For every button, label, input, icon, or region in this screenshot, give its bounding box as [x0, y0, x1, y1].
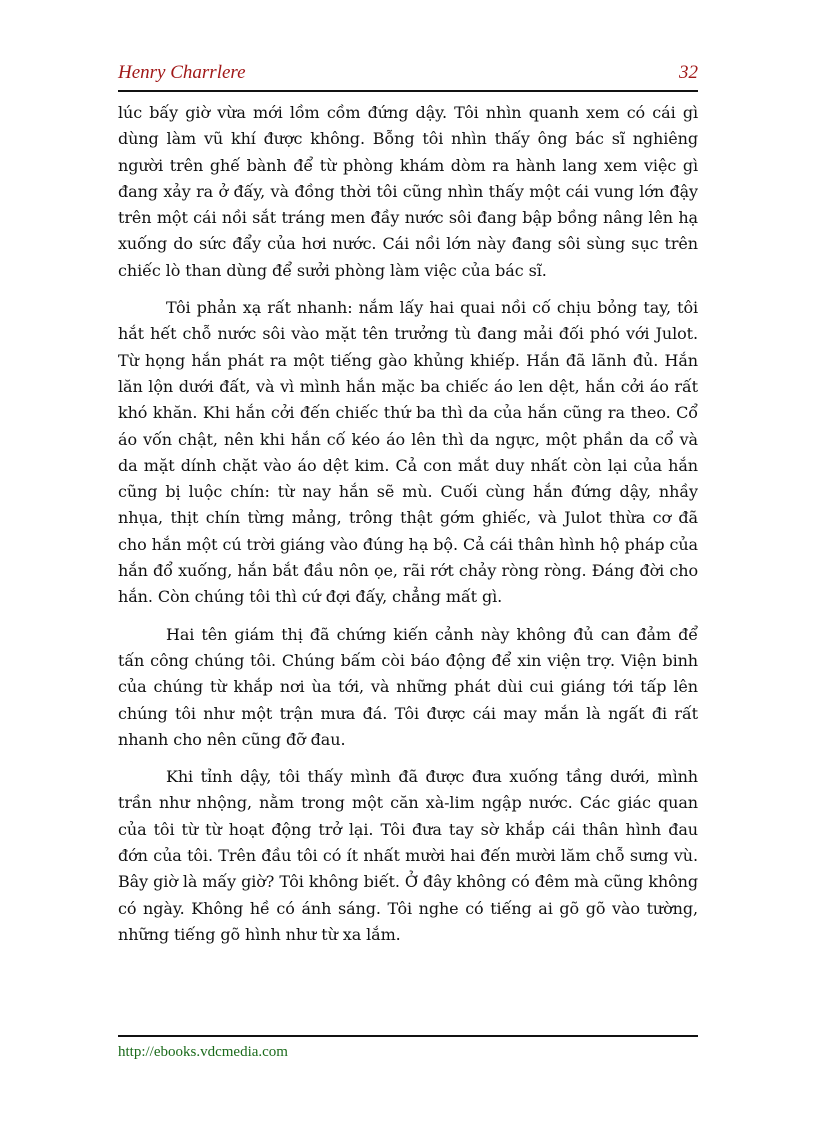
paragraph-2: Tôi phản xạ rất nhanh: nắm lấy hai quai nồi cố chịu bỏng tay, tôi hắt hết chỗ nước sôi vào mặt tên trưởng tù đang mải đối phó với Julot. Từ họng hắn phát ra một tiếng gào khủng khiếp. Hắn đã lãnh đủ. Hắn lăn lộn dưới đất, và vì mình hắn mặc ba chiếc áo len dệt, hắn cởi áo rất khó khăn. Khi hắn cởi đến chiếc thứ ba thì da của hắn cũng ra theo. Cổ áo vốn chật, nên khi hắn cố kéo áo lên thì da ngực, một phần da cổ và da mặt dính chặt vào áo dệt kim. Cả con mắt duy nhất còn lại của hắn cũng bị luộc chín: từ nay hắn sẽ mù. Cuối cùng hắn đứng dậy, nhầy nhụa, thịt chín từng mảng, trông thật gớm ghiếc, và Julot thừa cơ đã cho hắn một cú trời giáng vào đúng hạ bộ. Cả cái thân hình hộ pháp của hắn đổ xuống, hắn bắt đầu nôn ọe, rãi rớt chảy ròng ròng. Đáng đời cho hắn. Còn chúng tôi thì cứ đợi đấy, chẳng mất gì. [118, 298, 698, 607]
header-author: Henry Charrlere [118, 62, 246, 83]
footer-link[interactable]: http://ebooks.vdcmedia.com [118, 1044, 288, 1060]
page-number: 32 [679, 62, 698, 83]
header-rule [118, 90, 698, 92]
paragraph-4: Khi tỉnh dậy, tôi thấy mình đã được đưa xuống tầng dưới, mình trần như nhộng, nằm trong một căn xà-lim ngập nước. Các giác quan của tôi từ từ hoạt động trở lại. Tôi đưa tay sờ khắp cái thân hình đau đớn của tôi. Trên đầu tôi có ít nhất mười hai đến mười lăm chỗ sưng vù. Bây giờ là mấy giờ? Tôi không biết. Ở đây không có đêm mà cũng không có ngày. Không hề có ánh sáng. Tôi nghe có tiếng ai gõ gõ vào tường, những tiếng gõ hình như từ xa lắm. [118, 767, 698, 944]
footer-rule [118, 1035, 698, 1037]
paragraph-1: lúc bấy giờ vừa mới lồm cồm đứng dậy. Tôi nhìn quanh xem có cái gì dùng làm vũ khí được không. Bỗng tôi nhìn thấy ông bác sĩ nghiêng người trên ghế bành để từ phòng khám dòm ra hành lang xem việc gì đang xảy ra ở đấy, và đồng thời tôi cũng nhìn thấy một cái vung lớn đậy trên một cái nồi sắt tráng men đầy nước sôi đang bập bồng nâng lên hạ xuống do sức đẩy của hơi nước. Cái nồi lớn này đang sôi sùng sục trên chiếc lò than dùng để sưởi phòng làm việc của bác sĩ. [118, 103, 698, 280]
running-header [118, 62, 698, 88]
body-text [118, 100, 698, 959]
paragraph-3: Hai tên giám thị đã chứng kiến cảnh này không đủ can đảm để tấn công chúng tôi. Chúng bấm còi báo động để xin viện trợ. Viện binh của chúng từ khắp nơi ùa tới, và những phát dùi cui giáng tới tấp lên chúng tôi như một trận mưa đá. Tôi được cái may mắn là ngất đi rất nhanh cho nên cũng đỡ đau. [118, 624, 698, 749]
